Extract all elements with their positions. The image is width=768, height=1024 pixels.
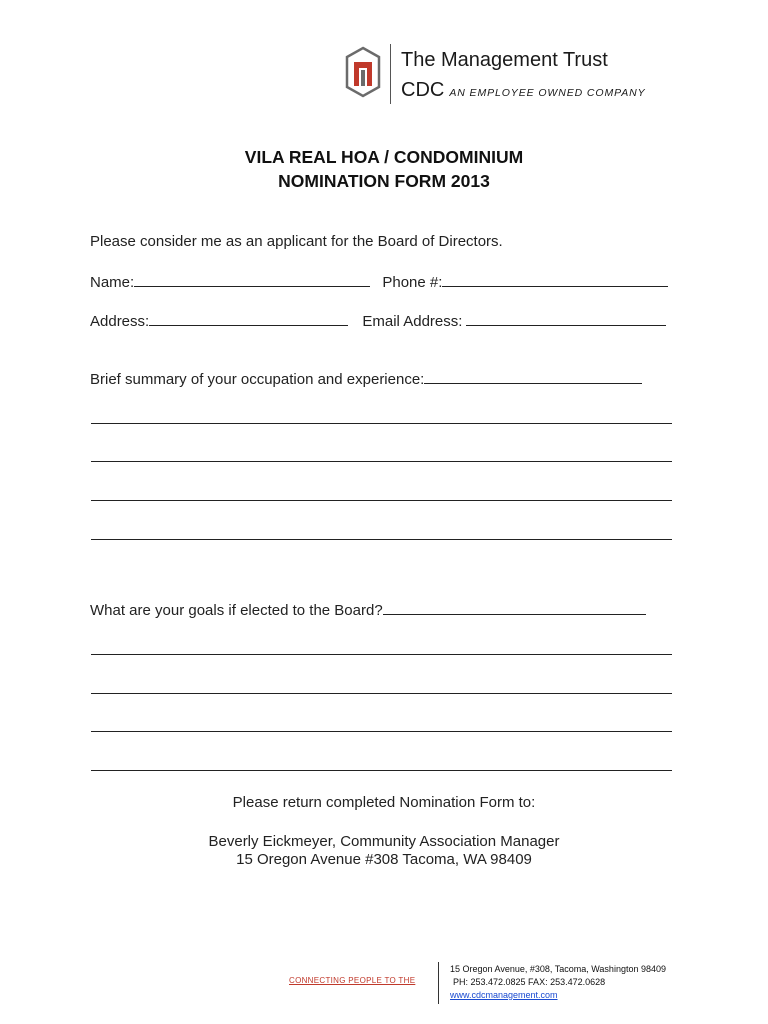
intro-text: Please consider me as an applicant for the Board of Directors. [90,233,503,250]
company-abbr: CDC [401,79,445,101]
goals-blank-line-1[interactable] [91,654,672,655]
return-recipient: Beverly Eickmeyer, Community Association Manager [208,833,560,850]
summary-field[interactable] [424,369,642,384]
email-label: Email Address: [362,313,463,330]
email-field[interactable] [466,311,666,326]
summary-blank-line-1[interactable] [91,423,672,424]
goals-row [90,600,646,619]
footer-slogan: CONNECTING PEOPLE TO THE [289,976,416,985]
form-title-line1: VILA REAL HOA / CONDOMINIUM [244,147,524,167]
goals-field[interactable] [383,600,646,615]
footer-divider [438,962,439,1004]
return-address: 15 Oregon Avenue #308 Tacoma, WA 98409 [236,851,532,868]
goals-blank-line-2[interactable] [91,693,672,694]
company-tagline: AN EMPLOYEE OWNED COMPANY [449,87,646,99]
summary-row [90,369,642,388]
footer-phone-fax: PH: 253.472.0825 FAX: 253.472.0628 [453,977,606,987]
footer-address: 15 Oregon Avenue, #308, Tacoma, Washington 98409 [450,964,666,974]
summary-blank-line-4[interactable] [91,539,672,540]
name-label: Name: [90,274,135,291]
summary-blank-line-2[interactable] [91,461,672,462]
goals-blank-line-4[interactable] [91,770,672,771]
goals-blank-line-3[interactable] [91,731,672,732]
name-phone-row [90,272,668,291]
company-subtitle [401,79,646,102]
return-heading: Please return completed Nomination Form to: [232,794,536,811]
footer-website-link[interactable]: www.cdcmanagement.com [450,990,558,1000]
address-label: Address: [90,313,150,330]
address-email-row [90,311,666,330]
header-divider [390,44,391,104]
company-name: The Management Trust [401,49,608,71]
company-logo-icon [345,46,381,98]
phone-label: Phone #: [382,274,443,291]
summary-blank-line-3[interactable] [91,500,672,501]
footer-website-row [450,990,558,1000]
form-title-line2: NOMINATION FORM 2013 [278,171,490,191]
phone-field[interactable] [442,272,668,287]
name-field[interactable] [134,272,370,287]
summary-label: Brief summary of your occupation and experience: [90,371,425,388]
address-field[interactable] [149,311,348,326]
goals-label: What are your goals if elected to the Board? [90,602,383,619]
